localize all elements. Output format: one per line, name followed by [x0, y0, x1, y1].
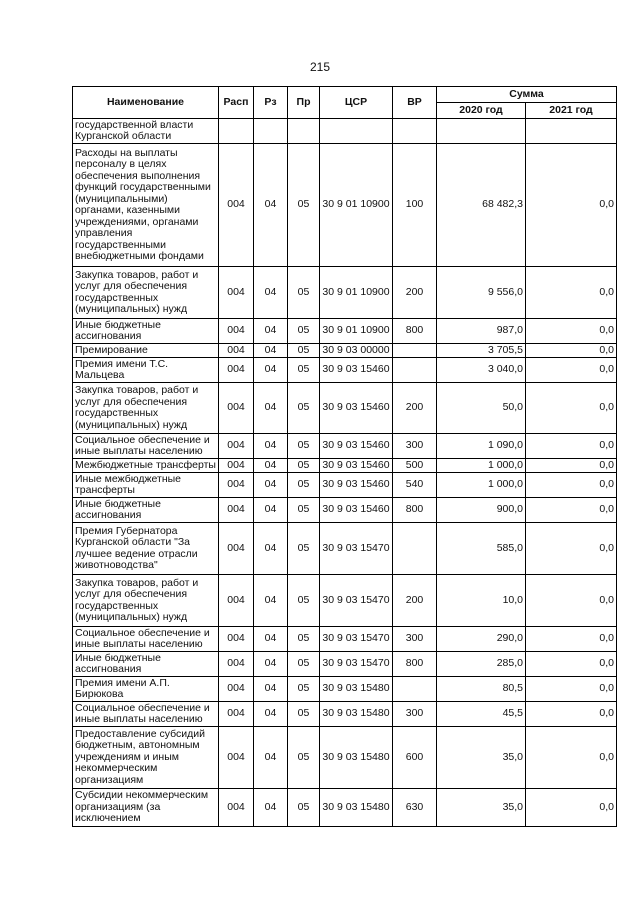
row-csr: 30 9 03 15460 [320, 434, 393, 459]
row-sum-2020: 50,0 [437, 383, 526, 434]
row-vr: 600 [393, 727, 437, 789]
row-csr: 30 9 03 15470 [320, 575, 393, 627]
table-row [73, 144, 617, 267]
header-rasp: Расп [219, 87, 254, 119]
header-sum: Сумма [437, 87, 617, 103]
row-rz: 04 [254, 677, 288, 702]
row-vr: 300 [393, 627, 437, 652]
row-name: Премия Губернатора Курганской области "За лучшее ведение отрасли животноводства" [73, 523, 219, 575]
row-sum-2021: 0,0 [526, 523, 617, 575]
row-sum-2021: 0,0 [526, 383, 617, 434]
table-row [73, 523, 617, 575]
row-rz: 04 [254, 383, 288, 434]
row-csr: 30 9 03 15460 [320, 383, 393, 434]
row-rasp: 004 [219, 434, 254, 459]
row-sum-2020 [437, 119, 526, 144]
row-vr [393, 344, 437, 358]
row-vr: 300 [393, 434, 437, 459]
row-sum-2021: 0,0 [526, 344, 617, 358]
table-row [73, 383, 617, 434]
row-rasp: 004 [219, 627, 254, 652]
row-rz: 04 [254, 627, 288, 652]
row-name: Иные бюджетные ассигнования [73, 498, 219, 523]
row-vr [393, 119, 437, 144]
row-sum-2020: 987,0 [437, 319, 526, 344]
row-rz: 04 [254, 358, 288, 383]
row-sum-2021: 0,0 [526, 652, 617, 677]
row-sum-2021 [526, 119, 617, 144]
row-rasp: 004 [219, 319, 254, 344]
row-pr: 05 [288, 789, 320, 827]
row-vr: 630 [393, 789, 437, 827]
header-rz: Рз [254, 87, 288, 119]
row-pr: 05 [288, 344, 320, 358]
row-csr: 30 9 03 15460 [320, 358, 393, 383]
row-pr: 05 [288, 652, 320, 677]
row-pr: 05 [288, 459, 320, 473]
row-vr: 200 [393, 267, 437, 319]
row-pr: 05 [288, 727, 320, 789]
row-rz: 04 [254, 434, 288, 459]
row-sum-2020: 80,5 [437, 677, 526, 702]
row-sum-2020: 45,5 [437, 702, 526, 727]
row-rasp: 004 [219, 144, 254, 267]
row-sum-2020: 10,0 [437, 575, 526, 627]
row-rz: 04 [254, 459, 288, 473]
row-sum-2021: 0,0 [526, 575, 617, 627]
row-csr: 30 9 03 15480 [320, 702, 393, 727]
row-rasp: 004 [219, 358, 254, 383]
row-name: Субсидии некоммерческим организациям (за исключением [73, 789, 219, 827]
row-vr [393, 677, 437, 702]
row-sum-2020: 1 000,0 [437, 459, 526, 473]
row-rasp: 004 [219, 677, 254, 702]
row-vr: 500 [393, 459, 437, 473]
row-vr: 800 [393, 652, 437, 677]
row-rasp: 004 [219, 473, 254, 498]
row-vr: 200 [393, 383, 437, 434]
row-pr: 05 [288, 523, 320, 575]
table-row [73, 677, 617, 702]
row-csr: 30 9 03 00000 [320, 344, 393, 358]
row-vr [393, 523, 437, 575]
row-vr: 100 [393, 144, 437, 267]
row-rasp [219, 119, 254, 144]
row-csr: 30 9 03 15460 [320, 473, 393, 498]
row-name: Закупка товаров, работ и услуг для обеспечения государственных (муниципальных) нужд [73, 383, 219, 434]
row-pr: 05 [288, 144, 320, 267]
row-vr: 800 [393, 498, 437, 523]
row-rz: 04 [254, 575, 288, 627]
row-csr: 30 9 03 15480 [320, 677, 393, 702]
row-name: Иные бюджетные ассигнования [73, 652, 219, 677]
row-csr: 30 9 03 15480 [320, 727, 393, 789]
row-csr: 30 9 03 15480 [320, 789, 393, 827]
row-sum-2021: 0,0 [526, 267, 617, 319]
header-vr: ВР [393, 87, 437, 119]
row-rasp: 004 [219, 498, 254, 523]
row-sum-2021: 0,0 [526, 627, 617, 652]
row-name: Социальное обеспечение и иные выплаты населению [73, 434, 219, 459]
row-rz: 04 [254, 498, 288, 523]
row-name: Иные межбюджетные трансферты [73, 473, 219, 498]
row-pr: 05 [288, 358, 320, 383]
table-row [73, 702, 617, 727]
row-sum-2020: 285,0 [437, 652, 526, 677]
row-name: Социальное обеспечение и иные выплаты населению [73, 702, 219, 727]
row-sum-2021: 0,0 [526, 702, 617, 727]
row-name: Межбюджетные трансферты [73, 459, 219, 473]
row-name: Премия имени А.П. Бирюкова [73, 677, 219, 702]
row-rz: 04 [254, 789, 288, 827]
row-pr: 05 [288, 319, 320, 344]
row-rz: 04 [254, 727, 288, 789]
header-year-2020: 2020 год [437, 103, 526, 119]
row-vr: 200 [393, 575, 437, 627]
row-pr: 05 [288, 267, 320, 319]
row-sum-2021: 0,0 [526, 789, 617, 827]
table-row [73, 344, 617, 358]
row-sum-2021: 0,0 [526, 358, 617, 383]
row-sum-2020: 68 482,3 [437, 144, 526, 267]
row-pr: 05 [288, 575, 320, 627]
row-csr: 30 9 03 15470 [320, 627, 393, 652]
budget-table [72, 86, 617, 827]
table-row [73, 652, 617, 677]
row-rasp: 004 [219, 459, 254, 473]
row-sum-2020: 585,0 [437, 523, 526, 575]
row-csr: 30 9 03 15460 [320, 459, 393, 473]
row-rasp: 004 [219, 702, 254, 727]
row-rasp: 004 [219, 652, 254, 677]
row-name: Предоставление субсидий бюджетным, автономным учреждениям и иным некоммерческим организациям [73, 727, 219, 789]
header-csr: ЦСР [320, 87, 393, 119]
row-sum-2021: 0,0 [526, 459, 617, 473]
row-rz: 04 [254, 652, 288, 677]
row-vr: 800 [393, 319, 437, 344]
row-csr: 30 9 01 10900 [320, 144, 393, 267]
table-row [73, 267, 617, 319]
row-pr: 05 [288, 498, 320, 523]
row-rz: 04 [254, 144, 288, 267]
row-sum-2021: 0,0 [526, 473, 617, 498]
table-row [73, 119, 617, 144]
row-sum-2021: 0,0 [526, 434, 617, 459]
row-vr: 540 [393, 473, 437, 498]
row-pr [288, 119, 320, 144]
row-csr [320, 119, 393, 144]
row-pr: 05 [288, 702, 320, 727]
row-rz: 04 [254, 344, 288, 358]
row-rasp: 004 [219, 523, 254, 575]
row-sum-2020: 900,0 [437, 498, 526, 523]
table-row [73, 789, 617, 827]
row-sum-2020: 3 705,5 [437, 344, 526, 358]
page-number: 215 [309, 60, 331, 74]
table-row [73, 498, 617, 523]
table-row [73, 575, 617, 627]
table-row [73, 434, 617, 459]
table-row [73, 473, 617, 498]
row-csr: 30 9 03 15470 [320, 523, 393, 575]
row-sum-2021: 0,0 [526, 144, 617, 267]
row-rasp: 004 [219, 344, 254, 358]
row-csr: 30 9 01 10900 [320, 267, 393, 319]
row-csr: 30 9 03 15460 [320, 498, 393, 523]
row-pr: 05 [288, 383, 320, 434]
row-sum-2020: 35,0 [437, 727, 526, 789]
table-row [73, 459, 617, 473]
header-year-2021: 2021 год [526, 103, 617, 119]
row-vr [393, 358, 437, 383]
table-row [73, 358, 617, 383]
row-vr: 300 [393, 702, 437, 727]
row-rasp: 004 [219, 267, 254, 319]
table-row [73, 727, 617, 789]
row-rasp: 004 [219, 383, 254, 434]
row-sum-2020: 290,0 [437, 627, 526, 652]
row-sum-2020: 9 556,0 [437, 267, 526, 319]
row-rz: 04 [254, 702, 288, 727]
row-rasp: 004 [219, 727, 254, 789]
row-sum-2021: 0,0 [526, 319, 617, 344]
row-rz: 04 [254, 473, 288, 498]
row-name: государственной власти Курганской области [73, 119, 219, 144]
row-name: Иные бюджетные ассигнования [73, 319, 219, 344]
table-row [73, 319, 617, 344]
row-rasp: 004 [219, 575, 254, 627]
row-sum-2020: 3 040,0 [437, 358, 526, 383]
row-csr: 30 9 01 10900 [320, 319, 393, 344]
header-pr: Пр [288, 87, 320, 119]
header-row [73, 87, 617, 103]
row-sum-2020: 35,0 [437, 789, 526, 827]
row-name: Закупка товаров, работ и услуг для обеспечения государственных (муниципальных) нужд [73, 267, 219, 319]
row-pr: 05 [288, 473, 320, 498]
row-name: Закупка товаров, работ и услуг для обеспечения государственных (муниципальных) нужд [73, 575, 219, 627]
row-name: Социальное обеспечение и иные выплаты населению [73, 627, 219, 652]
table-row [73, 627, 617, 652]
row-name: Расходы на выплаты персоналу в целях обеспечения выполнения функций государственными (муниципальными) органами, казенными учреждениями, органами управления государственными внебюджетными фондами [73, 144, 219, 267]
row-sum-2021: 0,0 [526, 677, 617, 702]
row-pr: 05 [288, 677, 320, 702]
row-sum-2020: 1 000,0 [437, 473, 526, 498]
row-pr: 05 [288, 434, 320, 459]
row-sum-2021: 0,0 [526, 498, 617, 523]
row-sum-2020: 1 090,0 [437, 434, 526, 459]
row-csr: 30 9 03 15470 [320, 652, 393, 677]
header-name: Наименование [73, 87, 219, 119]
row-name: Премирование [73, 344, 219, 358]
row-rz [254, 119, 288, 144]
row-rz: 04 [254, 267, 288, 319]
row-rasp: 004 [219, 789, 254, 827]
row-pr: 05 [288, 627, 320, 652]
row-name: Премия имени Т.С. Мальцева [73, 358, 219, 383]
row-rz: 04 [254, 523, 288, 575]
row-sum-2021: 0,0 [526, 727, 617, 789]
row-rz: 04 [254, 319, 288, 344]
